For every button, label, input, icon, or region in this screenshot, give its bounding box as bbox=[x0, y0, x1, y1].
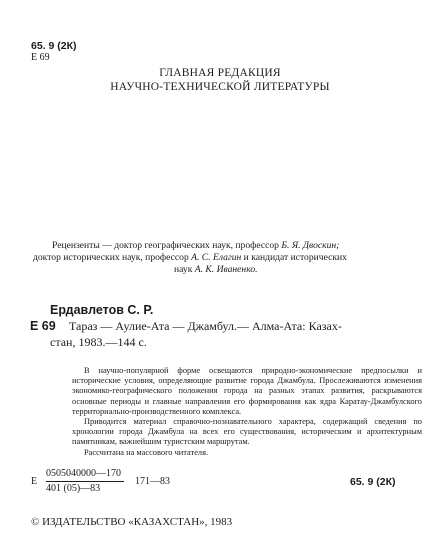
reviewer-name-1: Б. Я. Двоскин; bbox=[281, 240, 340, 251]
footer-numerator: 0505040000—170 bbox=[46, 468, 121, 479]
footer-udk: 65. 9 (2К) bbox=[350, 476, 396, 488]
book-author-mark: Е 69 bbox=[30, 319, 56, 333]
book-title-line1: Тараз — Аулие-Ата — Джамбул.— Алма-Ата: Казах- bbox=[69, 319, 342, 333]
book-title-line2: стан, 1983.—144 с. bbox=[50, 335, 147, 349]
author-mark-top: Е 69 bbox=[31, 52, 50, 63]
publisher-header-line2: НАУЧНО-ТЕХНИЧЕСКОЙ ЛИТЕРАТУРЫ bbox=[110, 81, 330, 93]
abstract-paragraph-2: Приводится материал справочно-познавательного характера, содержащий сведения по хронологии города Джамбула на всех его существования, историческим и архитектурным памятникам, важнейшим туристским маршрутам. bbox=[72, 417, 422, 447]
book-author: Ердавлетов С. Р. bbox=[50, 303, 154, 317]
reviewers-line3-text: наук bbox=[174, 264, 195, 275]
abstract-paragraph-3: Рассчитана на массового читателя. bbox=[84, 447, 209, 457]
reviewers-line2-suffix: и кандидат исторических bbox=[241, 252, 347, 263]
footer-denominator: 401 (05)—83 bbox=[46, 483, 101, 494]
publisher-header-line1: ГЛАВНАЯ РЕДАКЦИЯ bbox=[159, 67, 281, 79]
abstract-paragraph-1: В научно-популярной форме освещаются природно-экономические предпосылки и исторические условия, определяющие развитие города Джамбула. Прослеживаются изменения экономико-географического положения города на разных этапах развития, раскрываются основные периоды и главные направления его формирования как ядра Каратау-Джамбулского территориально-производственного комплекса. bbox=[72, 366, 422, 416]
reviewer-name-2: А. С. Елагин bbox=[191, 252, 242, 263]
udk-code-top: 65. 9 (2К) bbox=[31, 40, 77, 52]
footer-order: 171—83 bbox=[135, 476, 170, 487]
reviewers-line3 bbox=[174, 264, 258, 276]
reviewers-line2 bbox=[33, 252, 347, 264]
reviewers-line2-text: доктор исторических наук, профессор bbox=[33, 252, 192, 263]
reviewers-line1-text: Рецензенты — доктор географических наук, профессор bbox=[52, 240, 282, 251]
reviewer-name-3: А. К. Иваненко. bbox=[194, 264, 258, 275]
fraction-rule bbox=[46, 481, 124, 482]
footer-letter: Е bbox=[31, 476, 38, 487]
reviewers-line1 bbox=[52, 240, 339, 252]
copyright-line: © ИЗДАТЕЛЬСТВО «КАЗАХСТАН», 1983 bbox=[31, 516, 233, 528]
abstract bbox=[72, 366, 422, 458]
